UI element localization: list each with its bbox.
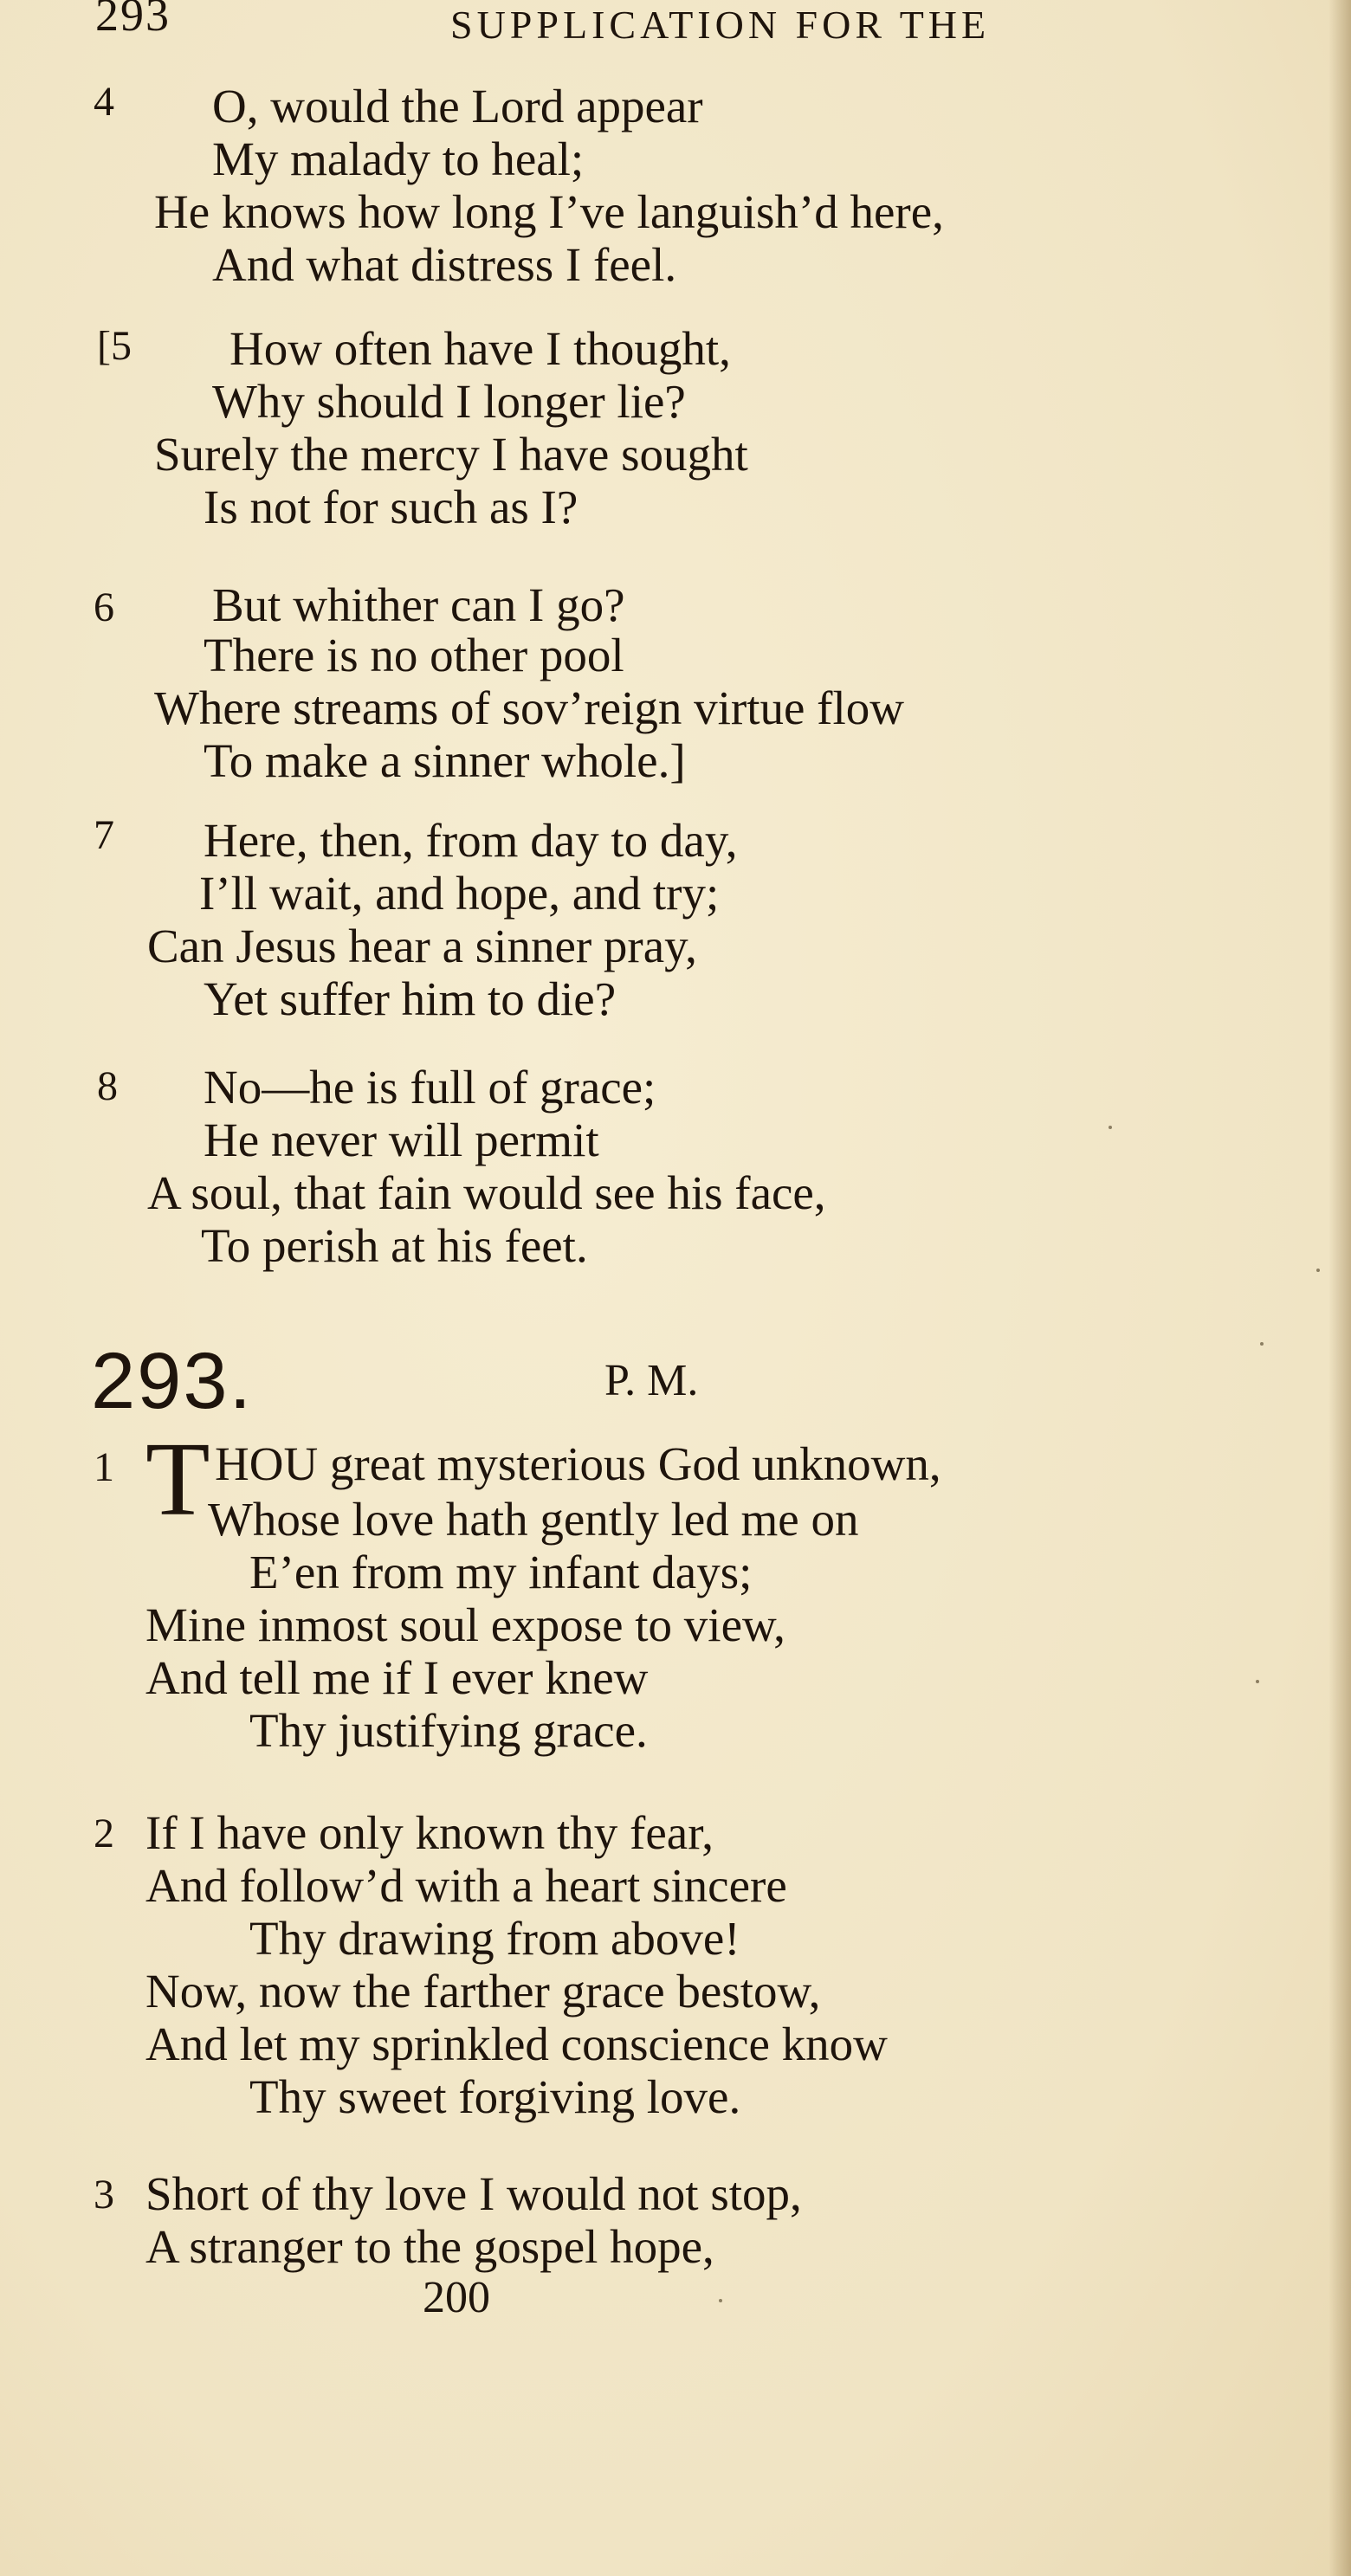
stanza-number: 7 — [94, 812, 114, 858]
verse-line: Yet suffer him to die? — [204, 972, 617, 1025]
verse-line: E’en from my infant days; — [249, 1546, 753, 1598]
verse-line: Now, now the farther grace bestow, — [145, 1965, 821, 2018]
verse-line: And let my sprinkled conscience know — [145, 2018, 888, 2070]
verse-line: Here, then, from day to day, — [204, 814, 738, 867]
verse-line: But whither can I go? — [212, 578, 625, 631]
verse-line: Thy justifying grace. — [249, 1704, 648, 1757]
verse-line: He never will permit — [204, 1114, 599, 1166]
verse-line: Short of thy love I would not stop, — [145, 2167, 802, 2220]
verse-line: To make a sinner whole.] — [204, 734, 686, 787]
hymn-meter: P. M. — [604, 1356, 699, 1405]
ink-speck — [1109, 1126, 1112, 1129]
stanza-number: 2 — [94, 1811, 114, 1856]
page-edge-shadow — [1328, 0, 1351, 2576]
verse-line: And follow’d with a heart sincere — [145, 1859, 787, 1912]
ink-speck — [1316, 1269, 1320, 1272]
verse-line: Why should I longer lie? — [212, 375, 686, 428]
verse-line: I’ll wait, and hope, and try; — [199, 867, 720, 920]
verse-line: Surely the mercy I have sought — [154, 428, 748, 481]
stanza-number: [5 — [97, 323, 132, 369]
verse-line: A soul, that fain would see his face, — [147, 1166, 826, 1219]
folio-number: 200 — [423, 2273, 490, 2322]
verse-line: No—he is full of grace; — [204, 1061, 656, 1114]
verse-line: Where streams of sov’reign virtue flow — [154, 681, 904, 734]
running-head — [0, 0, 1351, 52]
verse-line: And what distress I feel. — [212, 238, 677, 291]
stanza-number: 6 — [94, 584, 114, 630]
verse-line: My malady to heal; — [212, 132, 585, 185]
verse-line: HOU great mysterious God unknown, — [215, 1437, 941, 1490]
verse-line: And tell me if I ever knew — [145, 1651, 649, 1704]
hymn-number: 293. — [91, 1337, 254, 1425]
verse-line: How often have I thought, — [229, 322, 731, 375]
stanza-number: 4 — [94, 79, 114, 125]
verse-line: Mine inmost soul expose to view, — [145, 1598, 785, 1651]
verse-line: Is not for such as I? — [204, 481, 579, 533]
ink-speck — [1256, 1680, 1259, 1683]
verse-line: Whose love hath gently led me on — [208, 1493, 859, 1546]
verse-line: Can Jesus hear a sinner pray, — [147, 920, 697, 972]
verse-line: He knows how long I’ve languish’d here, — [154, 185, 944, 238]
stanza-number: 1 — [94, 1444, 114, 1490]
stanza-number: 3 — [94, 2172, 114, 2218]
verse-line: A stranger to the gospel hope, — [145, 2220, 714, 2273]
running-head-page-number: 293 — [95, 0, 171, 41]
ink-speck — [719, 2299, 722, 2302]
ink-speck — [1260, 1342, 1264, 1346]
stanza-number: 8 — [97, 1063, 118, 1109]
verse-line: Thy sweet forgiving love. — [249, 2070, 741, 2123]
verse-line: To perish at his feet. — [201, 1219, 588, 1272]
verse-line: There is no other pool — [204, 629, 624, 681]
verse-line: Thy drawing from above! — [249, 1912, 740, 1965]
running-head-title: SUPPLICATION FOR THE — [450, 3, 991, 47]
verse-line: If I have only known thy fear, — [145, 1806, 714, 1859]
verse-line: O, would the Lord appear — [212, 80, 703, 132]
drop-cap: T — [145, 1421, 210, 1538]
